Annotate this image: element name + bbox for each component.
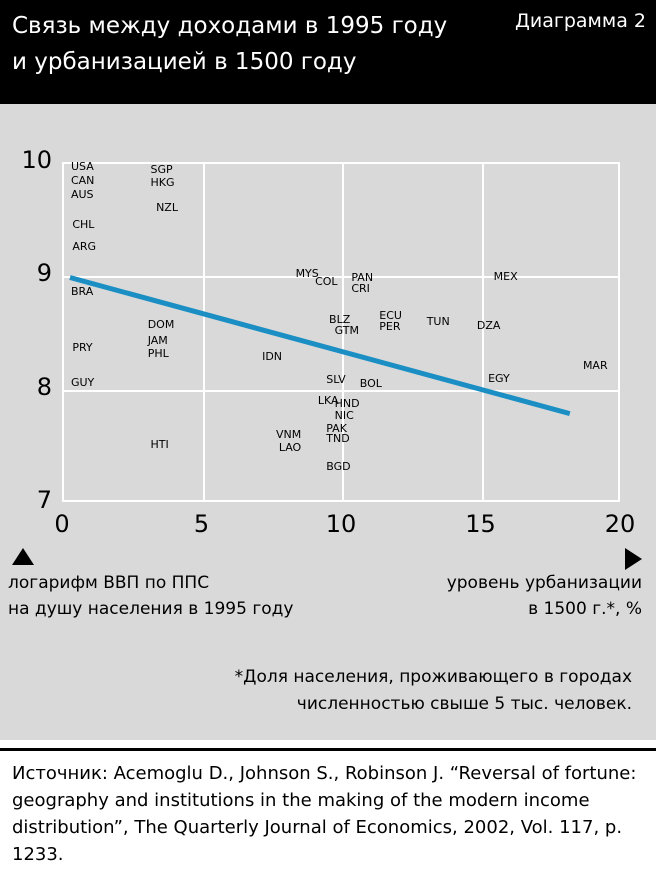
data-point-label: COL (315, 274, 338, 288)
data-point-label: BLZ (329, 313, 351, 327)
data-point-label: NZL (156, 201, 178, 215)
data-point-label: PER (379, 320, 401, 334)
data-point-label: SLV (326, 373, 346, 387)
x-axis-caption (342, 570, 642, 622)
gridline-vertical (482, 164, 484, 500)
plot-canvas (62, 162, 620, 502)
data-point-label: BGD (326, 459, 351, 473)
data-point-label: PAK (326, 422, 347, 436)
y-tick-label: 8 (36, 372, 52, 401)
y-axis-caption (8, 570, 293, 622)
data-point-label: LKA (317, 393, 339, 407)
data-point-label: AUS (70, 187, 94, 201)
y-axis-caption-line1: логарифм ВВП по ППС (8, 573, 210, 593)
x-tick-label: 15 (465, 510, 496, 538)
data-point-label: HKG (150, 176, 175, 190)
x-tick-label: 10 (325, 510, 357, 538)
page-title (12, 8, 512, 80)
x-tick-label: 0 (54, 510, 70, 538)
data-point-label: MEX (493, 270, 518, 284)
data-point-label: BRA (70, 285, 94, 299)
data-point-label: CRI (351, 281, 370, 295)
data-point-label: NIC (334, 408, 354, 422)
data-point-label: DOM (147, 317, 175, 331)
x-tick-label: 20 (604, 510, 636, 538)
data-point-label: PAN (351, 271, 374, 285)
data-point-label: CAN (70, 174, 95, 187)
data-point-label: LAO (278, 441, 302, 455)
data-point-label: IDN (262, 349, 283, 363)
data-point-label: HND (334, 397, 360, 411)
y-axis-caption-line2: на душу населения в 1995 году (8, 599, 294, 619)
data-point-label: USA (70, 160, 94, 174)
page-title-line2: и урбанизацией в 1500 году (12, 49, 357, 75)
page-title-line1: Связь между доходами в 1995 году (12, 13, 448, 39)
figure-badge: Диаграмма 2 (515, 10, 646, 32)
data-point-label: DZA (476, 319, 501, 333)
data-point-label: SGP (150, 162, 173, 176)
source-note: Источник: Acemoglu D., Johnson S., Robinson J. “Reversal of fortune: geography and institutions in the making of the modern income distribution”, The Quarterly Journal of Economics, 2002, Vol. 117, p. 1233. (12, 763, 637, 865)
data-point-label: TND (326, 432, 350, 446)
data-point-label: ECU (379, 308, 402, 322)
x-axis-caption-line1: уровень урбанизации (446, 573, 642, 593)
data-point-label: JAM (147, 333, 168, 347)
data-point-label: PHL (147, 347, 169, 361)
y-tick-label: 10 (21, 146, 52, 174)
y-axis-arrow-icon (12, 548, 34, 565)
gridline-horizontal (64, 276, 618, 278)
data-point-label: HTI (150, 438, 169, 452)
chart-area (0, 104, 656, 740)
data-point-label: MYS (295, 266, 319, 280)
footnote (132, 664, 632, 718)
data-point-label: GTM (334, 323, 359, 337)
data-point-label: TUN (426, 314, 450, 328)
header-bar (0, 0, 656, 104)
data-point-label: MAR (582, 358, 608, 372)
data-point-label: BOL (359, 376, 382, 390)
y-tick-label: 7 (36, 486, 52, 514)
data-point-label: ARG (72, 239, 97, 253)
data-point-label: EGY (488, 372, 510, 386)
source-divider (0, 748, 656, 751)
data-point-label: VNM (276, 427, 302, 441)
data-point-label: GUY (70, 375, 95, 389)
y-tick-label: 9 (36, 259, 52, 288)
x-axis-arrow-icon (625, 548, 642, 570)
data-point-label: CHL (72, 218, 95, 232)
data-point-label: PRY (72, 340, 93, 354)
x-axis-caption-line2: в 1500 г.*, % (528, 599, 642, 619)
footnote-line1: *Доля населения, проживающего в городах (234, 667, 632, 687)
footnote-line2: численностью свыше 5 тыс. человек. (296, 694, 632, 714)
gridline-horizontal (64, 390, 618, 392)
x-tick-label: 5 (193, 510, 210, 538)
gridline-vertical (203, 164, 205, 500)
